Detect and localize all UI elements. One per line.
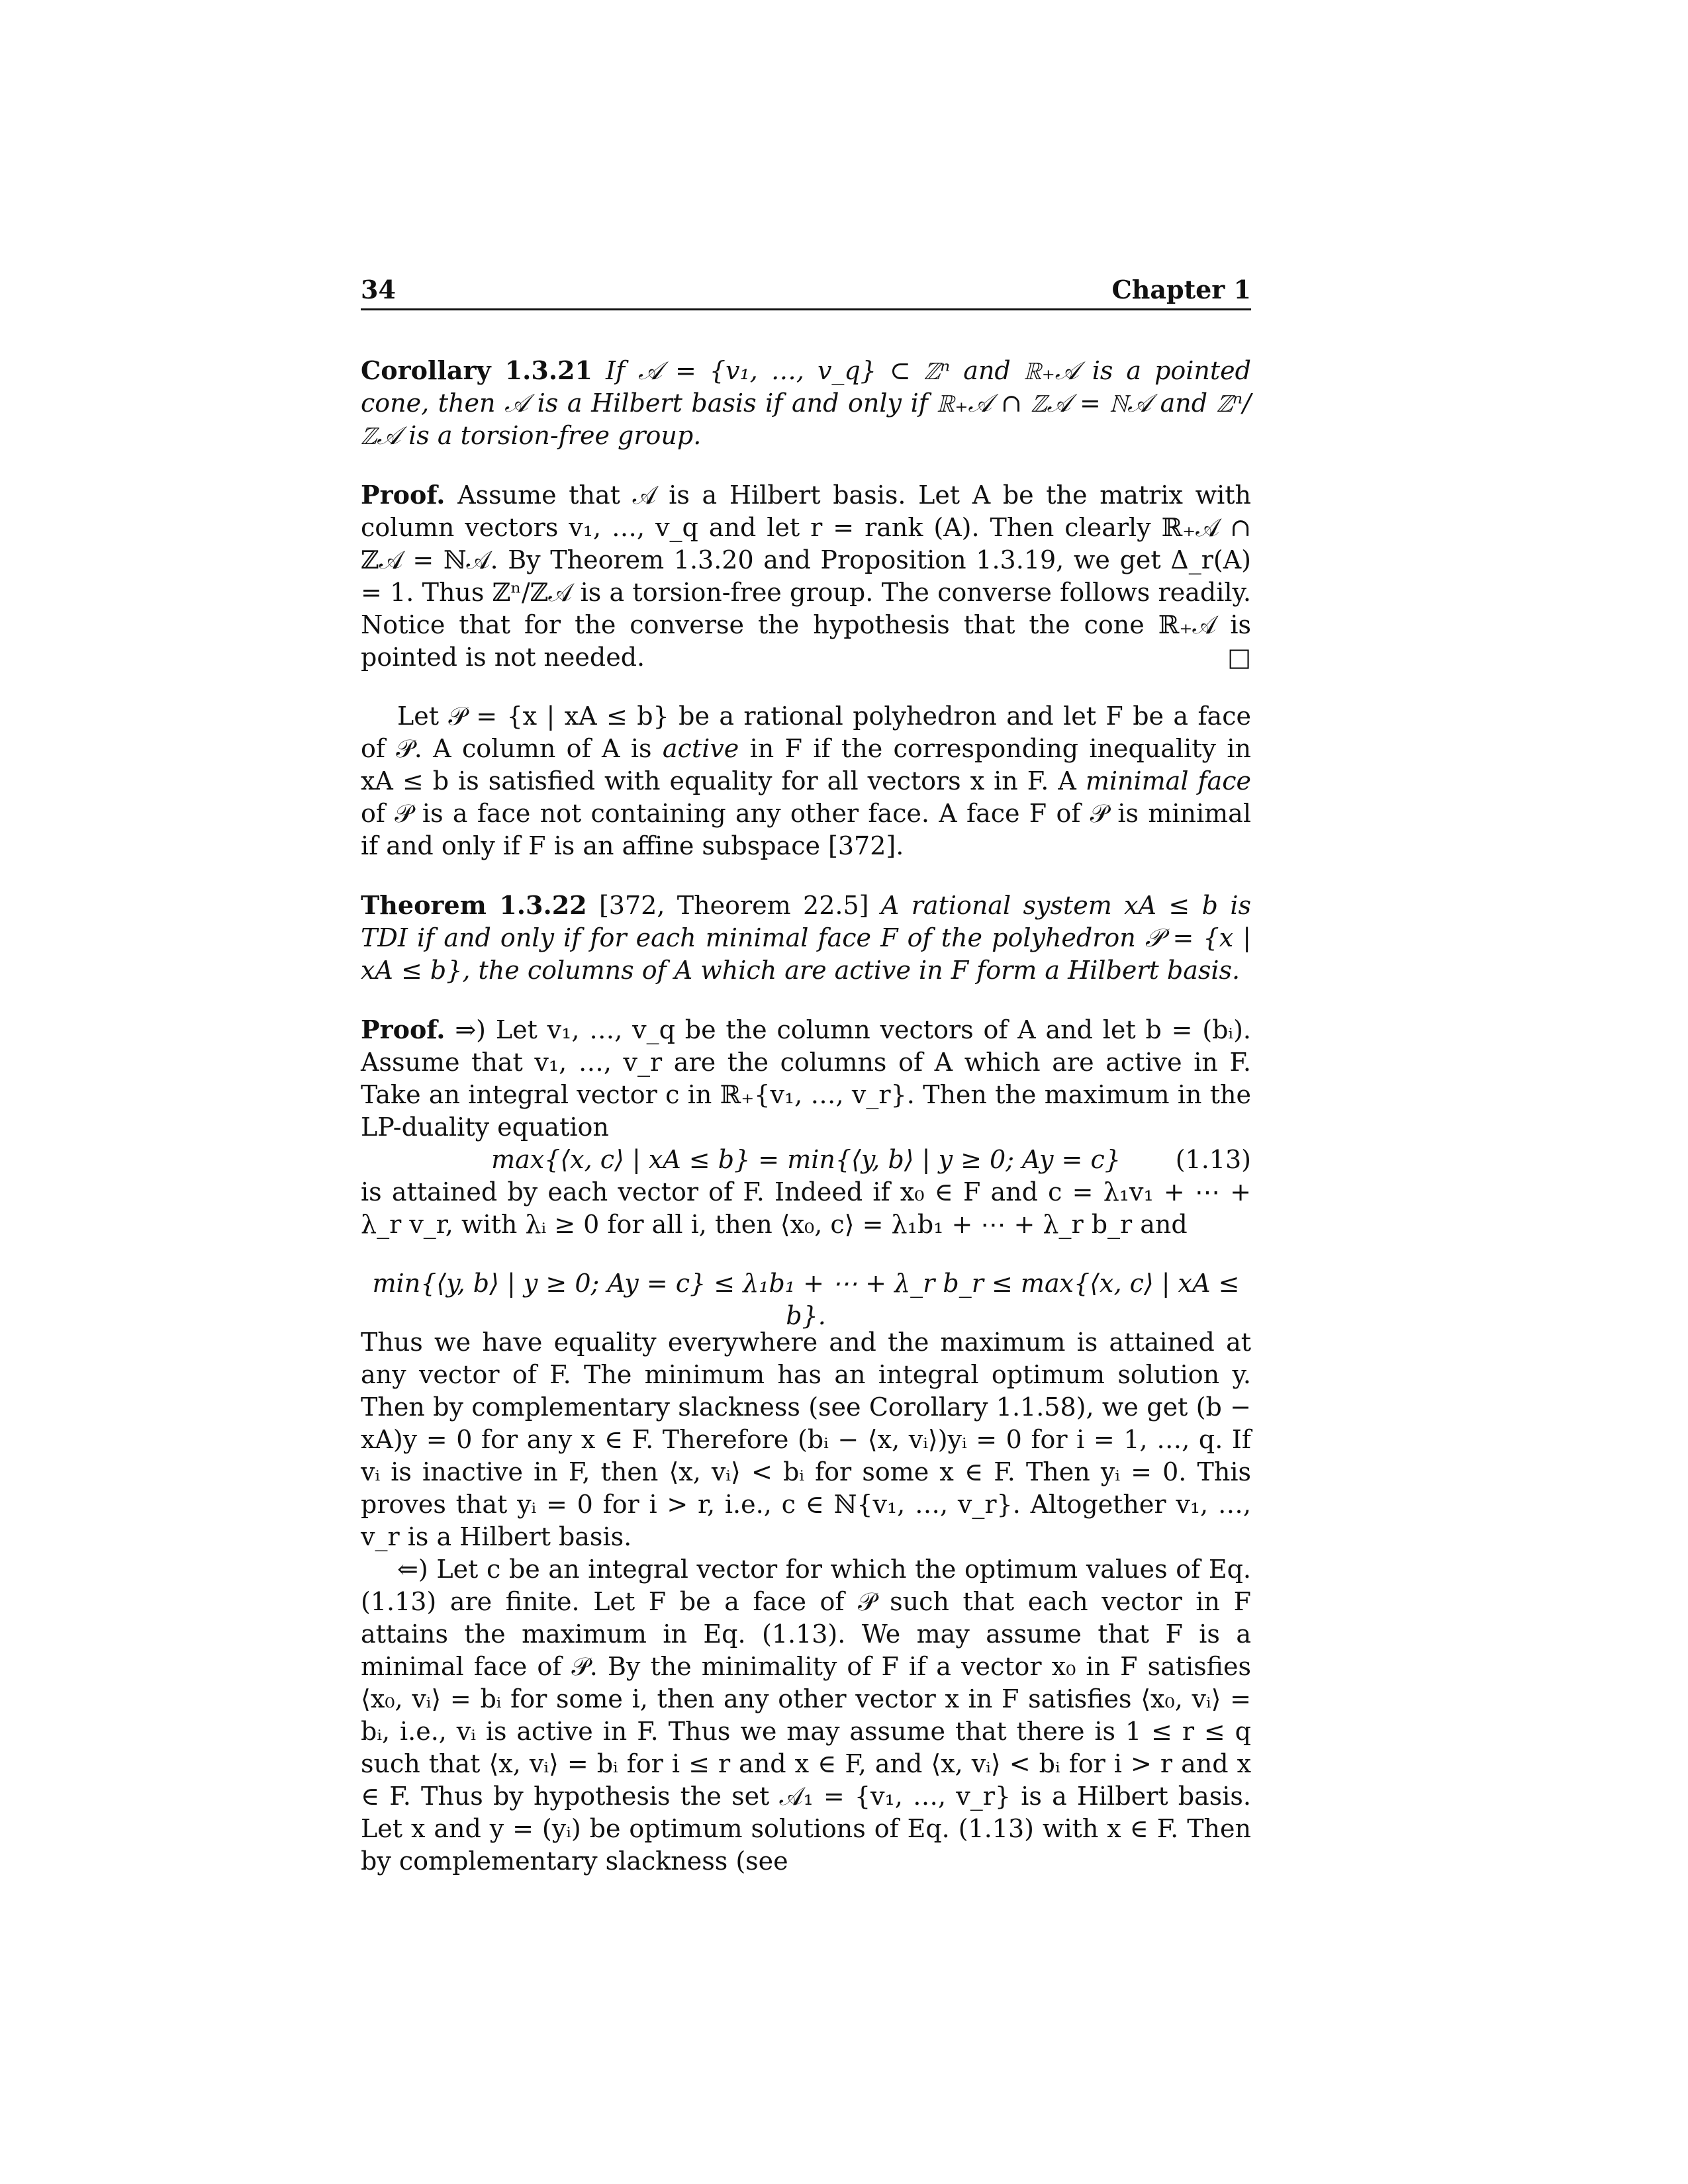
term-minimal-face: minimal face — [1085, 766, 1251, 796]
display-inequality: min{⟨y, b⟩ | y ≥ 0; Ay = c} ≤ λ₁b₁ + ⋯ + λ_r b_r ≤ max{⟨x, c⟩ | xA ≤ b}. — [372, 1269, 1240, 1330]
term-active: active — [662, 734, 739, 763]
running-header — [361, 271, 1251, 310]
corollary-text: If 𝒜 = {v₁, …, v_q} ⊂ ℤⁿ and ℝ₊𝒜 is a pointed cone, then 𝒜 is a Hilbert basis if and only if ℝ₊𝒜 ∩ ℤ𝒜 = ℕ𝒜 and ℤⁿ/ℤ𝒜 is a torsion-free group. — [361, 356, 1251, 450]
page-number: 34 — [361, 275, 396, 304]
proof-2-intro — [361, 1013, 1251, 1144]
corollary-label: Corollary 1.3.21 — [361, 355, 592, 385]
proof-2-paragraph: Thus we have equality everywhere and the maximum is attained at any vector of F. The minimum has an integral optimum solution y. Then by complementary slackness (see Corollary 1.1.58), we get (b − xA)y = 0 for any x ∈ F. Therefore (bᵢ − ⟨x, vᵢ⟩)yᵢ = 0 for i = 1, …, q. If vᵢ is inactive in F, then ⟨x, vᵢ⟩ < bᵢ for some x ∈ F. Then yᵢ = 0. This proves that yᵢ = 0 for i > r, i.e., c ∈ ℕ{v₁, …, v_r}. Altogether v₁, …, v_r is a Hilbert basis. — [361, 1328, 1251, 1551]
page-body — [361, 354, 1251, 1878]
proof-2-after-equation: is attained by each vector of F. Indeed if x₀ ∈ F and c = λ₁v₁ + ⋯ + λ_r v_r, with λᵢ ≥ 0 for all i, then ⟨x₀, c⟩ = λ₁b₁ + ⋯ + λ_r b_r and — [361, 1177, 1251, 1239]
theorem-reference: [372, Theorem 22.5] — [598, 891, 869, 920]
equation-expression: max{⟨x, c⟩ | xA ≤ b} = min{⟨y, b⟩ | y ≥ 0; Ay = c} — [491, 1145, 1121, 1174]
proof-label: Proof. — [361, 480, 445, 510]
corollary-1-3-21 — [361, 354, 1251, 452]
qed-symbol: □ — [1227, 643, 1251, 672]
paragraph-text: Let 𝒫 = {x | xA ≤ b} be a rational polyhedron and let F be a face of 𝒫. A column of A is — [361, 702, 1251, 763]
paragraph-text: in F if the corresponding inequality in xA ≤ b is satisfied with equality for all vectors x in F. A — [361, 734, 1252, 796]
chapter-title: Chapter 1 — [1111, 275, 1251, 304]
paragraph-text: of 𝒫 is a face not containing any other face. A face F of 𝒫 is minimal if and only if F is an affine subspace [372]. — [361, 799, 1251, 860]
proof-text: Assume that 𝒜 is a Hilbert basis. Let A be the matrix with column vectors v₁, …, v_q and let r = rank (A). Then clearly ℝ₊𝒜 ∩ ℤ𝒜 = ℕ𝒜. By Theorem 1.3.20 and Proposition 1.3.19, we get Δ_r(A) = 1. Thus ℤⁿ/ℤ𝒜 is a torsion-free group. The converse follows readily. Notice that for the converse the hypothesis that the cone ℝ₊𝒜 is pointed is not needed. — [361, 480, 1251, 672]
equation-1-13 — [361, 1144, 1251, 1176]
theorem-label: Theorem 1.3.22 — [361, 890, 587, 920]
equation-tag: (1.13) — [1175, 1145, 1251, 1174]
theorem-text: A rational system xA ≤ b is TDI if and only if for each minimal face F of the polyhedron 𝒫 = {x | xA ≤ b}, the columns of A which are active in F form a Hilbert basis. — [361, 891, 1251, 985]
proof-label: Proof. — [361, 1015, 445, 1044]
proof-2-converse: ⇐) Let c be an integral vector for which the optimum values of Eq. (1.13) are finite. Let F be a face of 𝒫 such that each vector in F attains the maximum in Eq. (1.13). We may assume that F is a minimal face of 𝒫. By the minimality of F if a vector x₀ in F satisfies ⟨x₀, vᵢ⟩ = bᵢ for some i, then any other vector x in F satisfies ⟨x₀, vᵢ⟩ = bᵢ, i.e., vᵢ is active in F. Thus we may assume that there is 1 ≤ r ≤ q such that ⟨x, vᵢ⟩ = bᵢ for i ≤ r and x ∈ F, and ⟨x, vᵢ⟩ < bᵢ for i > r and x ∈ F. Thus by hypothesis the set 𝒜₁ = {v₁, …, v_r} is a Hilbert basis. Let x and y = (yᵢ) be optimum solutions of Eq. (1.13) with x ∈ F. Then by complementary slackness (see — [361, 1555, 1251, 1876]
paragraph-faces — [361, 700, 1251, 862]
proof-text: ⇒) Let v₁, …, v_q be the column vectors of A and let b = (bᵢ). Assume that v₁, …, v_r are the columns of A which are active in F. Take an integral vector c in ℝ₊{v₁, …, v_r}. Then the maximum in the LP-duality equation — [361, 1015, 1251, 1142]
proof-1 — [361, 478, 1251, 674]
theorem-1-3-22 — [361, 889, 1251, 987]
